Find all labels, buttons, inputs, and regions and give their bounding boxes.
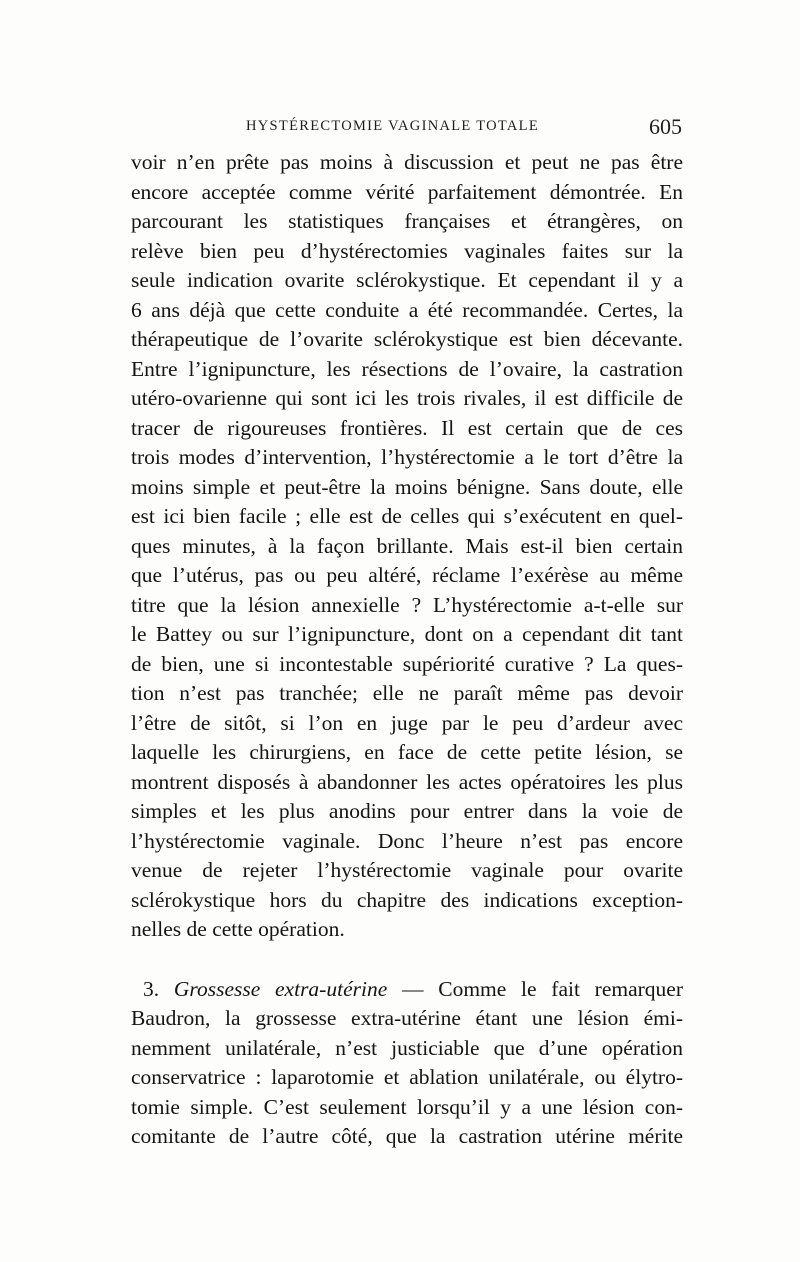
paragraph-ovarite bbox=[131, 148, 683, 945]
text-line: conservatrice : laparotomie et ablation unilatérale, ou élytro- bbox=[131, 1065, 683, 1089]
text-line: Entre l’ignipuncture, les résections de l’ovaire, la castration bbox=[131, 356, 683, 381]
section-lead-text: — Comme le fait remarquer bbox=[387, 976, 684, 1001]
text-line: utéro-ovarienne qui sont ici les trois rivales, il est difficile de bbox=[131, 386, 683, 410]
text-line: est ici bien facile ; elle est de celles qui s’exécutent en quel- bbox=[131, 504, 683, 528]
text-line: de bien, une si incontestable supériorité curative ? La ques- bbox=[131, 651, 683, 676]
text-line: nemment unilatérale, n’est justiciable que d’une opération bbox=[131, 1035, 683, 1060]
text-line: titre que la lésion annexielle ? L’hystérectomie a-t-elle sur bbox=[131, 592, 683, 617]
section-heading-line bbox=[131, 975, 683, 1005]
text-line: trois modes d’intervention, l’hystérectomie a le tort d’être la bbox=[131, 445, 683, 469]
text-line: l’hystérectomie vaginale. Donc l’heure n’est pas encore bbox=[131, 828, 683, 853]
page-number: 605 bbox=[649, 114, 682, 139]
text-line: Baudron, la grossesse extra-utérine étant une lésion émi- bbox=[131, 1006, 683, 1030]
text-line: sclérokystique hors du chapitre des indications exception- bbox=[131, 887, 683, 912]
text-line: 6 ans déjà que cette conduite a été recommandée. Certes, la bbox=[131, 297, 683, 322]
text-line: thérapeutique de l’ovarite sclérokystique est bien décevante. bbox=[131, 327, 683, 351]
section-title: Grossesse extra-utérine bbox=[173, 976, 388, 1001]
text-line: l’être de sitôt, si l’on en juge par le peu d’ardeur avec bbox=[131, 710, 683, 735]
text-line: relève bien peu d’hystérectomies vaginales faites sur la bbox=[131, 238, 683, 263]
running-title: HYSTÉRECTOMIE VAGINALE TOTALE bbox=[246, 118, 539, 134]
text-line: seule indication ovarite sclérokystique. Et cependant il y a bbox=[131, 268, 683, 292]
text-line: tomie simple. C’est seulement lorsqu’il y a une lésion con- bbox=[131, 1094, 683, 1119]
text-line: comitante de l’autre côté, que la castration utérine mérite bbox=[131, 1124, 683, 1148]
section-number: 3. bbox=[143, 976, 160, 1001]
text-line: tracer de rigoureuses frontières. Il est certain que de ces bbox=[131, 415, 683, 440]
text-line: le Battey ou sur l’ignipuncture, dont on a cependant dit tant bbox=[131, 622, 683, 646]
text-line: venue de rejeter l’hystérectomie vaginale pour ovarite bbox=[131, 858, 683, 882]
body-text bbox=[131, 148, 683, 1152]
text-line: simples et les plus anodins pour entrer dans la voie de bbox=[131, 799, 683, 823]
page-header bbox=[130, 114, 682, 140]
paragraph-gap bbox=[131, 945, 683, 975]
text-line: parcourant les statistiques françaises et étrangères, on bbox=[131, 209, 683, 233]
text-line: tion n’est pas tranchée; elle ne paraît même pas devoir bbox=[131, 681, 683, 705]
text-line: ques minutes, à la façon brillante. Mais est-il bien certain bbox=[131, 533, 683, 558]
text-line: que l’utérus, pas ou peu altéré, réclame l’exérèse au même bbox=[131, 563, 683, 587]
text-line: laquelle les chirurgiens, en face de cette petite lésion, se bbox=[131, 740, 683, 764]
paragraph-grossesse bbox=[131, 975, 683, 1152]
text-line: encore acceptée comme vérité parfaitement démontrée. En bbox=[131, 179, 683, 204]
text-line: voir n’en prête pas moins à discussion et peut ne pas être bbox=[131, 150, 683, 174]
text-line: moins simple et peut-être la moins bénigne. Sans doute, elle bbox=[131, 474, 683, 499]
text-line: nelles de cette opération. bbox=[131, 917, 345, 941]
text-line: montrent disposés à abandonner les actes opératoires les plus bbox=[131, 769, 683, 794]
